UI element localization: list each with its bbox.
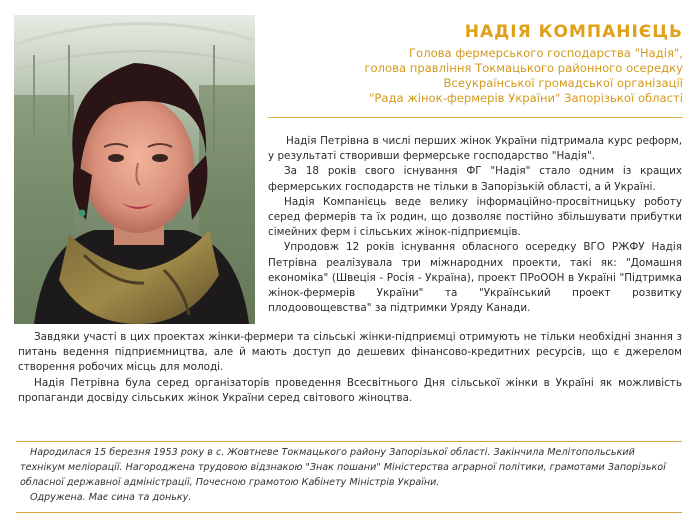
header-divider (268, 117, 683, 118)
title-line: Всеукраїнської громадської організації (443, 76, 683, 90)
title-line: Голова фермерського господарства "Надія", (409, 46, 683, 60)
title-line: голова правління Токмацького районного осередку (364, 61, 683, 75)
biography-column (268, 134, 682, 316)
bio-paragraph: Упродовж 12 років існування обласного осередку ВГО РЖФУ Надія Петрівна реалізувала три міжнародних проекти, такі як: "Домашня економіка" (Швеція - Росія - Україна), проект ПРоООН в Україні "Підтримка жінок-фермерів України" та "Український проект розвитку плодоовощевства" за підтримки Уряду Канади. (268, 241, 682, 315)
bio-paragraph: Надія Петрівна в числі перших жінок України підтримала курс реформ, у результаті створивши фермерське господарство "Надія". (268, 135, 682, 163)
header (270, 22, 683, 106)
note-paragraph: Народилася 15 березня 1953 року в с. Жовтневе Токмацького району Запорізької області. Закінчила Мелітопольський технікум меліорації. Нагороджена трудовою відзнакою "Знак пошани" Міністерства аграрної політики, грамотами Запорізької обласної державної адміністрації, Почесною грамотою Кабінету Міністрів України. (20, 447, 666, 488)
bio-paragraph: За 18 років свого існування ФГ "Надія" стало одним із кращих фермерських господарств не тільки в Запорізькій області, а й Україні. (268, 165, 682, 193)
note-paragraph: Одружена. Має сина та доньку. (30, 492, 192, 503)
bio-paragraph: Завдяки участі в цих проектах жінки-фермери та сільські жінки-підприємці отримують не тільки необхідні знання з питань ведення підприємництва, але й мають доступ до дешевих фінансово-кредитних ресурсів, що є джерелом створення робочих місць для молоді. (18, 331, 682, 374)
position-titles (270, 46, 683, 106)
person-name: НАДІЯ КОМПАНІЄЦЬ (464, 22, 683, 42)
portrait-photo (14, 15, 255, 324)
bio-paragraph: Надія Петрівна була серед організаторів проведення Всесвітнього Дня сільської жінки в Україні як можливість пропаганди досвіду сільських жінок України серед світового жіноцтва. (18, 376, 682, 404)
title-line: "Рада жінок-фермерів України" Запорізької області (369, 91, 683, 105)
biographical-note (16, 441, 682, 513)
biography-full-width (18, 330, 682, 406)
bio-paragraph: Надія Компанієць веде велику інформаційно-просвітницьку роботу серед фермерів та їх родин, що дозволяє постійно збільшувати прибутки сімейних ферм і сільських жінок-підприємців. (268, 195, 682, 239)
